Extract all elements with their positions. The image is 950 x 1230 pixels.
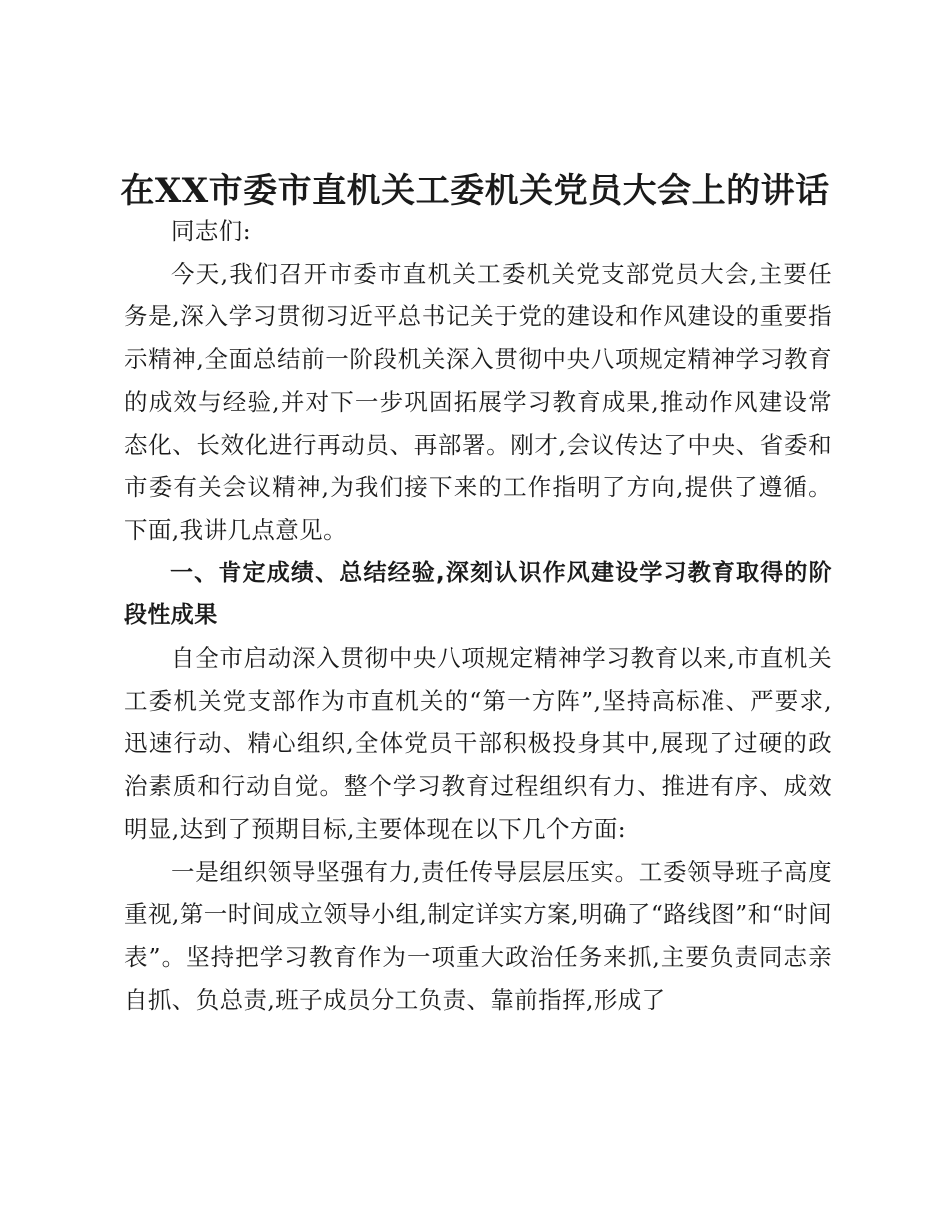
body-paragraph: 一是组织领导坚强有力,责任传导层层压实。工委领导班子高度重视,第一时间成立领导小组,制定详实方案,明确了“路线图”和“时间表”。坚持把学习教育作为一项重大政治任务来抓,主要负责同志亲自抓、负总责,班子成员分工负责、靠前指挥,形成了 [124, 857, 832, 1014]
section-heading: 一、肯定成绩、总结经验,深刻认识作风建设学习教育取得的阶段性成果 [124, 559, 832, 629]
greeting: 同志们: [171, 217, 252, 245]
body-paragraph: 自全市启动深入贯彻中央八项规定精神学习教育以来,市直机关工委机关党支部作为市直机关的“第一方阵”,坚持高标准、严要求,迅速行动、精心组织,全体党员干部积极投身其中,展现了过硬的政治素质和行动自觉。整个学习教育过程组织有力、推进有序、成效明显,达到了预期目标,主要体现在以下几个方面: [124, 644, 832, 843]
document-title: 在XX市委市直机关工委机关党员大会上的讲话 [120, 171, 830, 211]
body-paragraph: 今天,我们召开市委市直机关工委机关党支部党员大会,主要任务是,深入学习贯彻习近平总书记关于党的建设和作风建设的重要指示精神,全面总结前一阶段机关深入贯彻中央八项规定精神学习教育的成效与经验,并对下一步巩固拓展学习教育成果,推动作风建设常态化、长效化进行再动员、再部署。刚才,会议传达了中央、省委和市委有关会议精神,为我们接下来的工作指明了方向,提供了遵循。下面,我讲几点意见。 [124, 259, 832, 544]
document-body [124, 210, 832, 1021]
